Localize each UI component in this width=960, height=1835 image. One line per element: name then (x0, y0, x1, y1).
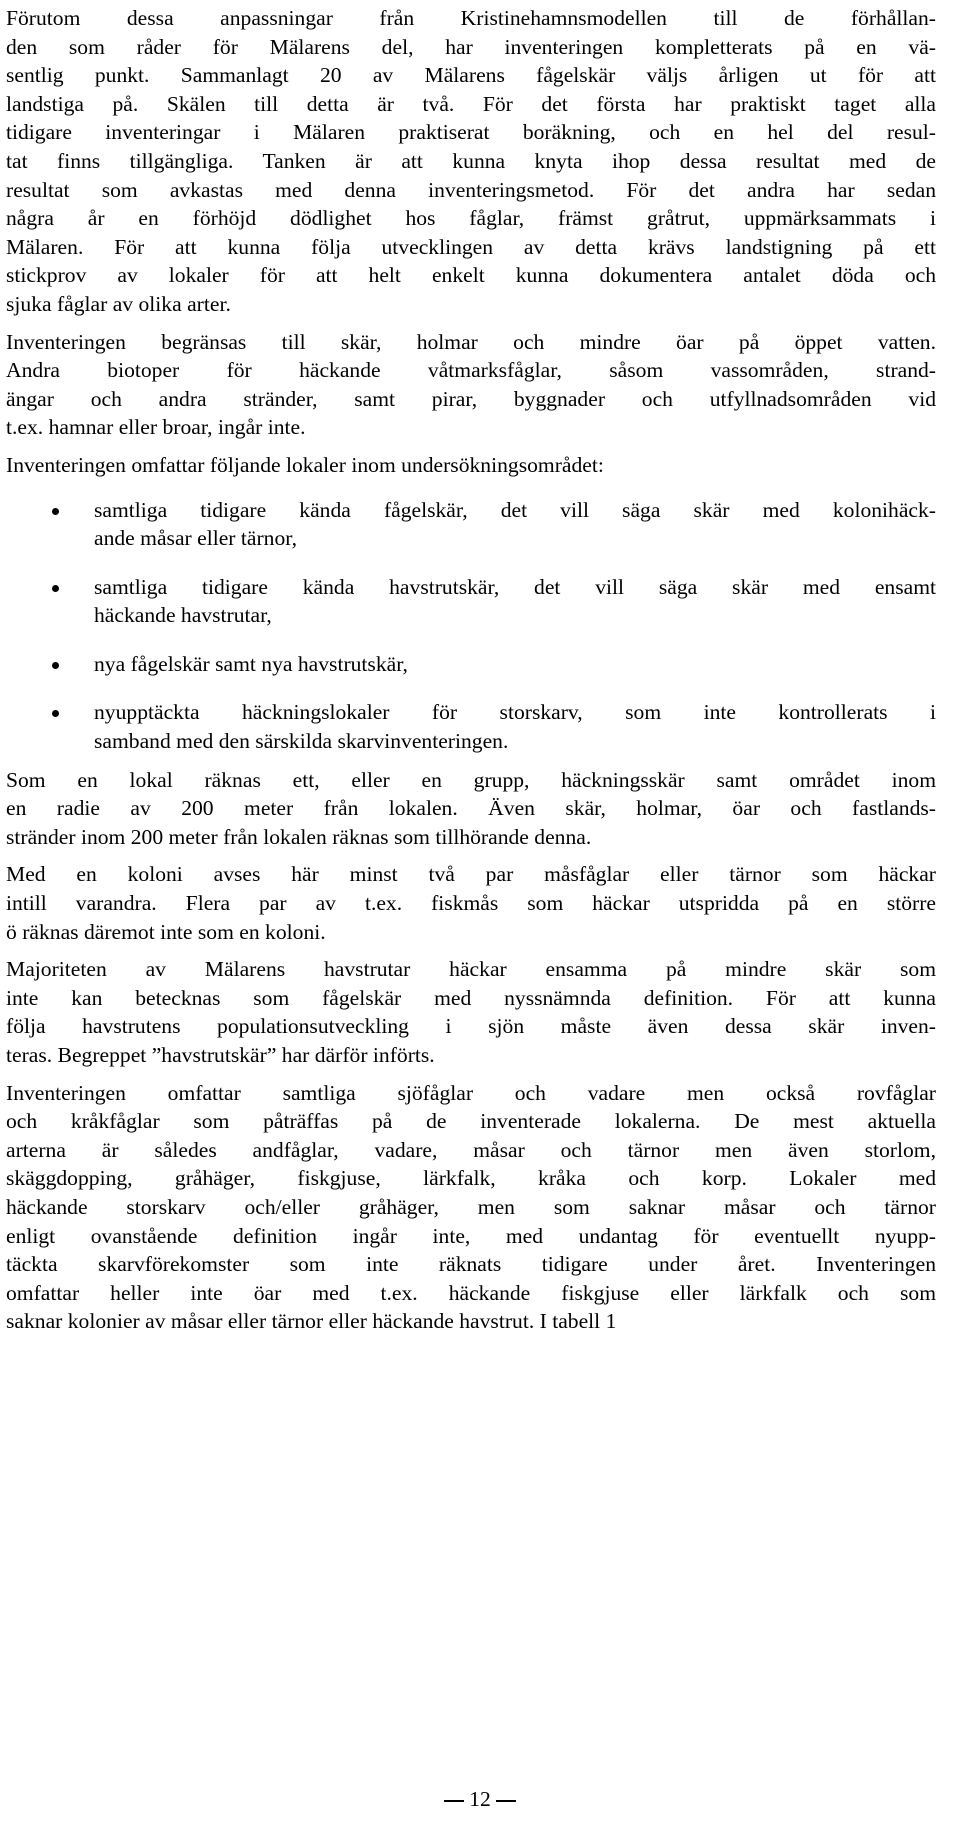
text-line: t.ex. hamnar eller broar, ingår inte. (6, 415, 306, 440)
text-line: samtliga tidigare kända havstrutskär, det vill säga skär med ensamt (94, 574, 936, 599)
text-line: sjuka fåglar av olika arter. (6, 291, 231, 316)
text-line: stickprov av lokaler för att helt enkelt kunna dokumentera antalet döda och (6, 263, 936, 288)
list-item (6, 496, 936, 553)
paragraph-list-intro (6, 451, 936, 480)
text-line: skäggdopping, gråhäger, fiskgjuse, lärkfalk, kråka och korp. Lokaler med (6, 1166, 936, 1191)
document-page (6, 4, 936, 1336)
text-line: tat finns tillgängliga. Tanken är att kunna knyta ihop dessa resultat med de (6, 148, 936, 173)
page-footer (0, 1785, 960, 1813)
paragraph-colony-definition (6, 860, 936, 946)
text-line: tidigare inventeringar i Mälaren praktiserat boräkning, och en hel del resul- (6, 120, 936, 145)
list-item (6, 698, 936, 755)
bullet-icon (52, 585, 59, 592)
text-line: saknar kolonier av måsar eller tärnor eller häckande havstrut. I tabell 1 (6, 1309, 617, 1334)
paragraph-limits (6, 328, 936, 442)
text-line: samband med den särskilda skarvinventeringen. (94, 729, 509, 754)
text-line: nya fågelskär samt nya havstrutskär, (94, 651, 408, 676)
list-item (6, 573, 936, 630)
text-line: arterna är således andfåglar, vadare, måsar och tärnor men även storlom, (6, 1137, 936, 1162)
bullet-icon (52, 662, 59, 669)
text-line: följa havstrutens populationsutveckling i sjön måste även dessa skär inven- (6, 1014, 936, 1039)
list-item (6, 650, 936, 679)
text-line: Inventeringen begränsas till skär, holmar och mindre öar på öppet vatten. (6, 329, 936, 354)
text-line: Inventeringen omfattar följande lokaler inom undersökningsområdet: (6, 452, 604, 477)
text-line: resultat som avkastas med denna inventeringsmetod. För det andra har sedan (6, 177, 936, 202)
paragraph-intro (6, 4, 936, 319)
text-line: en radie av 200 meter från lokalen. Även skär, holmar, öar och fastlands- (6, 796, 936, 821)
text-line: enligt ovanstående definition ingår inte, med undantag för eventuellt nyupp- (6, 1223, 936, 1248)
text-line: landstiga på. Skälen till detta är två. För det första har praktiskt taget alla (6, 91, 936, 116)
text-line: ängar och andra stränder, samt pirar, byggnader och utfyllnadsområden vid (6, 386, 936, 411)
dash-right-icon (496, 1800, 516, 1801)
text-line: häckande storskarv och/eller gråhäger, men som saknar måsar och tärnor (6, 1194, 936, 1219)
text-line: stränder inom 200 meter från lokalen räknas som tillhörande denna. (6, 824, 592, 849)
bullet-icon (52, 710, 59, 717)
page-number: 12 (469, 1787, 491, 1811)
text-line: ö räknas däremot inte som en koloni. (6, 919, 326, 944)
text-line: Som en lokal räknas ett, eller en grupp, häckningsskär samt området inom (6, 767, 936, 792)
text-line: intill varandra. Flera par av t.ex. fiskmås som häckar utspridda på en större (6, 891, 936, 916)
text-line: Förutom dessa anpassningar från Kristinehamnsmodellen till de förhållan- (6, 6, 936, 30)
text-line: inte kan betecknas som fågelskär med nyssnämnda definition. För att kunna (6, 985, 936, 1010)
text-line: Inventeringen omfattar samtliga sjöfåglar och vadare men också rovfåglar (6, 1080, 936, 1105)
text-line: Majoriteten av Mälarens havstrutar häckar ensamma på mindre skär som (6, 957, 936, 982)
text-line: den som råder för Mälarens del, har inventeringen kompletterats på en vä- (6, 34, 936, 59)
paragraph-havstrut (6, 955, 936, 1069)
text-line: omfattar heller inte öar med t.ex. häckande fiskgjuse eller lärkfalk och som (6, 1280, 936, 1305)
text-line: samtliga tidigare kända fågelskär, det vill säga skär med kolonihäck- (94, 497, 936, 522)
text-line: och kråkfåglar som påträffas på de inventerade lokalerna. De mest aktuella (6, 1109, 936, 1134)
text-line: Andra biotoper för häckande våtmarksfåglar, såsom vassområden, strand- (6, 358, 936, 383)
text-line: ande måsar eller tärnor, (94, 526, 297, 551)
text-line: några år en förhöjd dödlighet hos fåglar, främst gråtrut, uppmärksammats i (6, 206, 936, 231)
bullet-icon (52, 508, 59, 515)
dash-left-icon (444, 1800, 464, 1801)
text-line: Med en koloni avses här minst två par måsfåglar eller tärnor som häckar (6, 862, 936, 887)
text-line: teras. Begreppet ”havstrutskär” har därför införts. (6, 1043, 435, 1067)
paragraph-species (6, 1079, 936, 1336)
text-line: nyupptäckta häckningslokaler för storskarv, som inte kontrollerats i (94, 700, 936, 725)
text-line: Mälaren. För att kunna följa utvecklingen av detta krävs landstigning på ett (6, 234, 936, 259)
paragraph-locality-definition (6, 766, 936, 852)
text-line: sentlig punkt. Sammanlagt 20 av Mälarens fågelskär väljs årligen ut för att (6, 63, 936, 88)
text-line: häckande havstrutar, (94, 603, 272, 628)
text-line: täckta skarvförekomster som inte räknats tidigare under året. Inventeringen (6, 1252, 936, 1277)
locality-list (6, 496, 936, 756)
